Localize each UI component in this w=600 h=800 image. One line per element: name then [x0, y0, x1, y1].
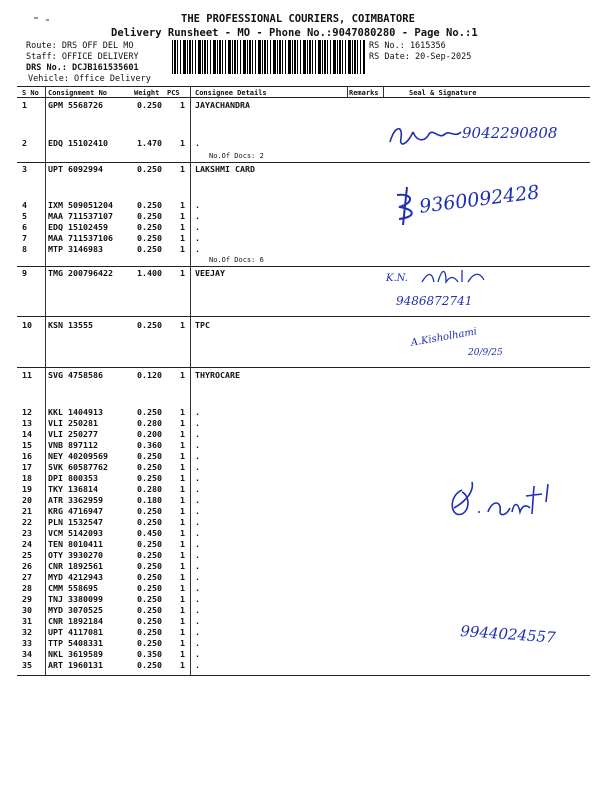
row-consignment-no: KSN 13555 — [48, 320, 93, 330]
row-weight: 0.250 — [137, 164, 162, 174]
row-sno: 11 — [22, 370, 32, 380]
row-sno: 19 — [22, 484, 32, 494]
row-consignee: . — [195, 484, 200, 494]
row-consignment-no: MYD 3070525 — [48, 605, 103, 615]
col-divider — [45, 86, 46, 675]
group-rule — [17, 162, 590, 163]
row-sno: 12 — [22, 407, 32, 417]
row-sno: 15 — [22, 440, 32, 450]
row-pcs: 1 — [180, 495, 185, 505]
row-consignment-no: TMG 200796422 — [48, 268, 113, 278]
col-pcs: PCS — [167, 89, 180, 97]
row-pcs: 1 — [180, 244, 185, 254]
row-weight: 0.120 — [137, 370, 162, 380]
signature-scribble — [385, 120, 465, 150]
row-consignment-no: EDQ 15102410 — [48, 138, 108, 148]
row-weight: 0.250 — [137, 451, 162, 461]
scan-mark — [34, 17, 38, 19]
col-sno: S No — [22, 89, 39, 97]
row-weight: 0.250 — [137, 660, 162, 670]
rs-number: RS No.: 1615356 — [369, 41, 446, 51]
row-sno: 2 — [22, 138, 27, 148]
row-weight: 0.250 — [137, 244, 162, 254]
row-consignment-no: KRG 4716947 — [48, 506, 103, 516]
row-weight: 0.250 — [137, 561, 162, 571]
row-sno: 6 — [22, 222, 27, 232]
row-pcs: 1 — [180, 138, 185, 148]
staff-label: Staff: OFFICE DELIVERY — [26, 52, 139, 62]
col-divider — [347, 86, 348, 97]
row-consignee: . — [195, 517, 200, 527]
row-sno: 27 — [22, 572, 32, 582]
row-consignee: . — [195, 605, 200, 615]
row-pcs: 1 — [180, 100, 185, 110]
row-weight: 0.250 — [137, 517, 162, 527]
row-consignment-no: UPT 6092994 — [48, 164, 103, 174]
row-consignee: VEEJAY — [195, 268, 225, 278]
row-sno: 25 — [22, 550, 32, 560]
row-weight: 0.180 — [137, 495, 162, 505]
row-consignee: . — [195, 649, 200, 659]
row-consignee: . — [195, 222, 200, 232]
row-consignment-no: MYD 4212943 — [48, 572, 103, 582]
group-rule — [17, 266, 590, 267]
col-consignee: Consignee Details — [195, 89, 267, 97]
row-consignee: LAKSHMI CARD — [195, 164, 255, 174]
row-consignment-no: KKL 1404913 — [48, 407, 103, 417]
route-label: Route: DRS OFF DEL MO — [26, 41, 134, 51]
row-pcs: 1 — [180, 440, 185, 450]
docs-note: No.Of Docs: 6 — [209, 256, 264, 264]
col-divider — [190, 86, 191, 675]
row-consignee: . — [195, 583, 200, 593]
row-sno: 24 — [22, 539, 32, 549]
signature-date: 20/9/25 — [468, 348, 503, 358]
row-consignee: . — [195, 473, 200, 483]
row-consignment-no: ART 1960131 — [48, 660, 103, 670]
row-pcs: 1 — [180, 407, 185, 417]
row-consignment-no: IXM 509051204 — [48, 200, 113, 210]
row-sno: 21 — [22, 506, 32, 516]
row-consignee: . — [195, 638, 200, 648]
row-pcs: 1 — [180, 268, 185, 278]
row-pcs: 1 — [180, 484, 185, 494]
rs-date: RS Date: 20-Sep-2025 — [369, 52, 472, 62]
row-sno: 23 — [22, 528, 32, 538]
scan-mark — [46, 19, 49, 21]
row-consignee: . — [195, 572, 200, 582]
row-weight: 0.360 — [137, 440, 162, 450]
row-weight: 0.250 — [137, 233, 162, 243]
row-consignment-no: UPT 4117081 — [48, 627, 103, 637]
barcode — [172, 40, 365, 74]
row-consignee: . — [195, 418, 200, 428]
row-pcs: 1 — [180, 583, 185, 593]
row-consignment-no: GPM 5568726 — [48, 100, 103, 110]
vehicle-label: Vehicle: Office Delivery — [28, 74, 151, 84]
row-consignee: . — [195, 211, 200, 221]
drs-number: DRS No.: DCJB161535601 — [26, 63, 139, 73]
row-pcs: 1 — [180, 233, 185, 243]
row-sno: 1 — [22, 100, 27, 110]
row-sno: 32 — [22, 627, 32, 637]
col-seal: Seal & Signature — [409, 89, 477, 97]
signature-name: A.Kisholhami — [410, 326, 478, 349]
row-pcs: 1 — [180, 517, 185, 527]
signature-phone: 9486872741 — [396, 294, 473, 308]
row-consignment-no: MTP 3146983 — [48, 244, 103, 254]
row-consignee: . — [195, 495, 200, 505]
runsheet-subtitle: Delivery Runsheet - MO - Phone No.:9047080280 - Page No.:1 — [111, 27, 478, 39]
row-consignment-no: DPI 800353 — [48, 473, 98, 483]
signature-scribble — [448, 478, 568, 528]
row-pcs: 1 — [180, 473, 185, 483]
row-consignment-no: VLI 250277 — [48, 429, 98, 439]
col-divider — [383, 86, 384, 97]
row-consignment-no: MAA 711537106 — [48, 233, 113, 243]
row-consignee: . — [195, 233, 200, 243]
row-consignment-no: TEN 8010411 — [48, 539, 103, 549]
row-consignment-no: OTY 3930270 — [48, 550, 103, 560]
row-sno: 18 — [22, 473, 32, 483]
row-weight: 0.250 — [137, 506, 162, 516]
row-sno: 16 — [22, 451, 32, 461]
row-weight: 0.250 — [137, 200, 162, 210]
row-pcs: 1 — [180, 418, 185, 428]
row-consignee: . — [195, 528, 200, 538]
col-remarks: Remarks — [349, 89, 379, 97]
row-pcs: 1 — [180, 222, 185, 232]
row-pcs: 1 — [180, 211, 185, 221]
row-weight: 1.470 — [137, 138, 162, 148]
row-sno: 26 — [22, 561, 32, 571]
company-title: THE PROFESSIONAL COURIERS, COIMBATORE — [181, 13, 415, 25]
row-consignee: . — [195, 244, 200, 254]
row-weight: 0.250 — [137, 572, 162, 582]
row-sno: 5 — [22, 211, 27, 221]
row-pcs: 1 — [180, 594, 185, 604]
row-weight: 0.250 — [137, 583, 162, 593]
row-sno: 22 — [22, 517, 32, 527]
group-rule — [17, 367, 590, 368]
row-pcs: 1 — [180, 572, 185, 582]
row-pcs: 1 — [180, 649, 185, 659]
row-consignment-no: VLI 250281 — [48, 418, 98, 428]
row-consignment-no: TNJ 3380099 — [48, 594, 103, 604]
row-consignee: . — [195, 594, 200, 604]
row-consignee: . — [195, 561, 200, 571]
row-pcs: 1 — [180, 429, 185, 439]
row-sno: 28 — [22, 583, 32, 593]
row-consignment-no: CMM 558695 — [48, 583, 98, 593]
row-pcs: 1 — [180, 528, 185, 538]
row-consignee: . — [195, 616, 200, 626]
row-pcs: 1 — [180, 200, 185, 210]
row-weight: 0.250 — [137, 550, 162, 560]
row-weight: 0.250 — [137, 627, 162, 637]
table-top-rule — [17, 86, 590, 87]
row-weight: 0.350 — [137, 649, 162, 659]
row-consignee: TPC — [195, 320, 210, 330]
col-consignment: Consignment No — [48, 89, 108, 97]
row-weight: 0.250 — [137, 407, 162, 417]
row-consignee: . — [195, 462, 200, 472]
row-weight: 0.250 — [137, 638, 162, 648]
row-consignment-no: ATR 3362959 — [48, 495, 103, 505]
col-weight: Weight — [134, 89, 160, 97]
row-pcs: 1 — [180, 605, 185, 615]
row-sno: 35 — [22, 660, 32, 670]
row-sno: 31 — [22, 616, 32, 626]
row-weight: 0.250 — [137, 616, 162, 626]
row-sno: 34 — [22, 649, 32, 659]
row-consignment-no: CNR 1892184 — [48, 616, 103, 626]
row-sno: 7 — [22, 233, 27, 243]
row-consignment-no: NKL 3619589 — [48, 649, 103, 659]
row-consignment-no: CNR 1892561 — [48, 561, 103, 571]
row-consignment-no: MAA 711537107 — [48, 211, 113, 221]
row-weight: 0.250 — [137, 462, 162, 472]
row-sno: 4 — [22, 200, 27, 210]
row-weight: 0.250 — [137, 222, 162, 232]
row-sno: 10 — [22, 320, 32, 330]
row-weight: 0.250 — [137, 594, 162, 604]
row-consignee: . — [195, 138, 200, 148]
row-sno: 8 — [22, 244, 27, 254]
row-consignee: . — [195, 407, 200, 417]
group-rule — [17, 316, 590, 317]
row-weight: 0.250 — [137, 539, 162, 549]
row-weight: 0.250 — [137, 211, 162, 221]
row-consignee: . — [195, 627, 200, 637]
row-pcs: 1 — [180, 638, 185, 648]
row-consignee: . — [195, 429, 200, 439]
row-consignment-no: SVK 60587762 — [48, 462, 108, 472]
row-consignee: . — [195, 451, 200, 461]
row-consignment-no: TTP 5408331 — [48, 638, 103, 648]
row-consignee: . — [195, 660, 200, 670]
table-bottom-rule — [17, 675, 590, 676]
row-pcs: 1 — [180, 164, 185, 174]
row-consignee: JAYACHANDRA — [195, 100, 250, 110]
row-consignment-no: PLN 1532547 — [48, 517, 103, 527]
row-pcs: 1 — [180, 627, 185, 637]
row-sno: 30 — [22, 605, 32, 615]
row-pcs: 1 — [180, 660, 185, 670]
row-weight: 0.250 — [137, 100, 162, 110]
row-sno: 3 — [22, 164, 27, 174]
row-sno: 29 — [22, 594, 32, 604]
signature-phone: 9042290808 — [462, 124, 558, 142]
signature-scribble — [418, 266, 493, 288]
row-consignee: . — [195, 200, 200, 210]
row-pcs: 1 — [180, 506, 185, 516]
row-weight: 0.250 — [137, 320, 162, 330]
row-weight: 0.450 — [137, 528, 162, 538]
docs-note: No.Of Docs: 2 — [209, 152, 264, 160]
row-consignment-no: VNB 897112 — [48, 440, 98, 450]
row-pcs: 1 — [180, 539, 185, 549]
row-sno: 17 — [22, 462, 32, 472]
row-consignee: . — [195, 440, 200, 450]
row-consignment-no: NEY 40209569 — [48, 451, 108, 461]
row-sno: 9 — [22, 268, 27, 278]
row-sno: 13 — [22, 418, 32, 428]
row-consignment-no: SVG 4758586 — [48, 370, 103, 380]
row-pcs: 1 — [180, 451, 185, 461]
row-weight: 0.200 — [137, 429, 162, 439]
row-sno: 33 — [22, 638, 32, 648]
row-pcs: 1 — [180, 462, 185, 472]
row-consignment-no: TKY 136814 — [48, 484, 98, 494]
row-consignee: . — [195, 539, 200, 549]
row-consignee: THYROCARE — [195, 370, 240, 380]
row-weight: 1.400 — [137, 268, 162, 278]
row-pcs: 1 — [180, 561, 185, 571]
row-weight: 0.250 — [137, 605, 162, 615]
row-weight: 0.280 — [137, 484, 162, 494]
signature-phone: 9360092428 — [418, 181, 541, 218]
row-consignment-no: EDQ 15102459 — [48, 222, 108, 232]
signature-name: K.N. — [386, 273, 408, 284]
row-sno: 14 — [22, 429, 32, 439]
row-sno: 20 — [22, 495, 32, 505]
row-consignee: . — [195, 550, 200, 560]
row-weight: 0.280 — [137, 418, 162, 428]
header-bottom-rule — [17, 97, 590, 98]
row-pcs: 1 — [180, 370, 185, 380]
row-consignment-no: VCM 5142093 — [48, 528, 103, 538]
row-pcs: 1 — [180, 550, 185, 560]
row-weight: 0.250 — [137, 473, 162, 483]
row-consignee: . — [195, 506, 200, 516]
signature-phone: 9944024557 — [459, 622, 557, 647]
row-pcs: 1 — [180, 616, 185, 626]
row-pcs: 1 — [180, 320, 185, 330]
